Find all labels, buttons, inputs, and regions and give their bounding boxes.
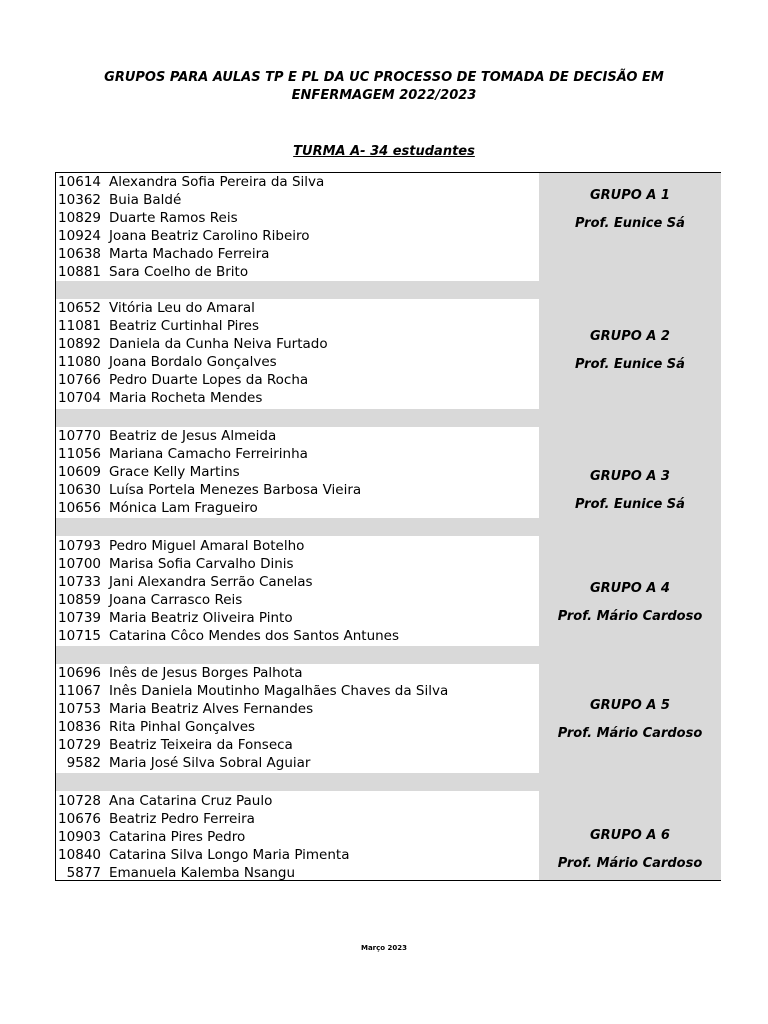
student-name: Duarte Ramos Reis <box>109 210 238 227</box>
group-separator <box>56 773 539 791</box>
group-professor: Prof. Mário Cardoso <box>557 856 703 871</box>
student-row <box>56 173 539 191</box>
group-a4-label <box>539 580 721 626</box>
student-row <box>56 299 539 317</box>
student-number: 10770 <box>58 428 101 444</box>
student-name: Luísa Portela Menezes Barbosa Vieira <box>109 482 362 499</box>
student-number: 10638 <box>58 246 101 263</box>
student-row <box>56 353 539 371</box>
student-name: Jani Alexandra Serrão Canelas <box>109 574 313 591</box>
student-number: 11067 <box>58 683 101 700</box>
student-number: 10614 <box>58 174 101 190</box>
student-number: 10892 <box>58 336 101 353</box>
document-title <box>0 69 768 105</box>
student-number: 10362 <box>58 192 101 209</box>
student-number: 10753 <box>58 701 101 718</box>
group-separator <box>56 518 539 536</box>
student-row <box>56 371 539 389</box>
student-row <box>56 555 539 573</box>
student-name: Catarina Côco Mendes dos Santos Antunes <box>109 628 400 645</box>
group-a6-label <box>539 827 721 873</box>
student-name: Joana Beatriz Carolino Ribeiro <box>109 228 310 245</box>
student-number: 10859 <box>58 592 101 609</box>
student-row <box>56 792 539 810</box>
student-number: 11080 <box>58 354 101 371</box>
student-name: Catarina Pires Pedro <box>109 829 246 846</box>
student-row <box>56 209 539 227</box>
group-name: GRUPO A 6 <box>590 828 670 843</box>
student-number: 10903 <box>58 829 101 846</box>
group-professor: Prof. Eunice Sá <box>575 497 685 512</box>
student-name: Beatriz Curtinhal Pires <box>109 318 260 335</box>
group-name: GRUPO A 2 <box>590 329 670 344</box>
student-name: Joana Carrasco Reis <box>109 592 243 609</box>
footer-date: Março 2023 <box>360 944 408 952</box>
student-name: Mónica Lam Fragueiro <box>109 500 258 517</box>
student-name: Catarina Silva Longo Maria Pimenta <box>109 847 350 864</box>
group-a5-students <box>56 664 539 773</box>
group-a2-label <box>539 328 721 374</box>
student-number: 10715 <box>58 628 101 645</box>
student-number: 10630 <box>58 482 101 499</box>
student-number: 10739 <box>58 610 101 627</box>
title-line-1: GRUPOS PARA AULAS TP E PL DA UC PROCESSO DE TOMADA DE DECISÃO EM <box>104 70 664 85</box>
student-name: Buia Baldé <box>109 192 182 209</box>
student-row <box>56 846 539 864</box>
student-name: Beatriz Pedro Ferreira <box>109 811 255 828</box>
group-a1-students <box>56 173 539 282</box>
student-row <box>56 609 539 627</box>
student-name: Maria Beatriz Oliveira Pinto <box>109 610 293 627</box>
group-name: GRUPO A 1 <box>590 188 670 203</box>
student-name: Maria Rocheta Mendes <box>109 390 263 407</box>
student-row <box>56 427 539 445</box>
student-name: Alexandra Sofia Pereira da Silva <box>109 174 325 190</box>
student-number: 10793 <box>58 538 101 554</box>
student-number: 11081 <box>58 318 101 335</box>
group-professor: Prof. Eunice Sá <box>575 216 685 231</box>
student-name: Grace Kelly Martins <box>109 464 240 481</box>
student-number: 10704 <box>58 390 101 407</box>
student-row <box>56 864 539 882</box>
student-number: 10924 <box>58 228 101 245</box>
student-number: 10656 <box>58 500 101 517</box>
student-number: 9582 <box>66 755 101 772</box>
student-name: Sara Coelho de Brito <box>109 264 249 281</box>
student-row <box>56 736 539 754</box>
group-professor: Prof. Mário Cardoso <box>557 609 703 624</box>
group-separator <box>56 646 539 664</box>
student-name: Beatriz de Jesus Almeida <box>109 428 277 444</box>
student-row <box>56 245 539 263</box>
student-name: Marta Machado Ferreira <box>109 246 270 263</box>
student-name: Rita Pinhal Gonçalves <box>109 719 256 736</box>
student-number: 11056 <box>58 446 101 463</box>
student-row <box>56 537 539 555</box>
student-number: 5877 <box>66 865 101 882</box>
group-a1-label <box>539 187 721 233</box>
student-name: Maria Beatriz Alves Fernandes <box>109 701 314 718</box>
student-name: Marisa Sofia Carvalho Dinis <box>109 556 294 573</box>
student-row <box>56 481 539 499</box>
student-number: 10829 <box>58 210 101 227</box>
group-name: GRUPO A 4 <box>590 581 670 596</box>
student-row <box>56 810 539 828</box>
student-row <box>56 700 539 718</box>
student-number: 10652 <box>58 300 101 316</box>
student-row <box>56 317 539 335</box>
student-number: 10700 <box>58 556 101 573</box>
student-number: 10881 <box>58 264 101 281</box>
student-row <box>56 718 539 736</box>
student-row <box>56 191 539 209</box>
student-number: 10676 <box>58 811 101 828</box>
student-number: 10733 <box>58 574 101 591</box>
student-row <box>56 591 539 609</box>
student-name: Daniela da Cunha Neiva Furtado <box>109 336 328 353</box>
group-label-column <box>539 173 721 880</box>
student-row <box>56 445 539 463</box>
student-number: 10836 <box>58 719 101 736</box>
group-professor: Prof. Eunice Sá <box>575 357 685 372</box>
student-number: 10609 <box>58 464 101 481</box>
group-a2-students <box>56 299 539 408</box>
group-separator <box>56 281 539 299</box>
student-row <box>56 227 539 245</box>
student-name: Maria José Silva Sobral Aguiar <box>109 755 311 772</box>
groups-table <box>55 172 721 881</box>
student-name: Inês Daniela Moutinho Magalhães Chaves da Silva <box>109 683 449 700</box>
student-name: Ana Catarina Cruz Paulo <box>109 793 273 809</box>
group-a3-label <box>539 468 721 514</box>
student-name: Joana Bordalo Gonçalves <box>109 354 277 371</box>
student-row <box>56 263 539 281</box>
student-row <box>56 389 539 407</box>
student-name: Beatriz Teixeira da Fonseca <box>109 737 293 754</box>
student-number: 10728 <box>58 793 101 809</box>
group-a6-students <box>56 792 539 882</box>
title-line-2: ENFERMAGEM 2022/2023 <box>291 88 477 103</box>
student-number: 10729 <box>58 737 101 754</box>
student-row <box>56 573 539 591</box>
student-name: Mariana Camacho Ferreirinha <box>109 446 308 463</box>
group-name: GRUPO A 3 <box>590 469 670 484</box>
student-number: 10840 <box>58 847 101 864</box>
student-name: Inês de Jesus Borges Palhota <box>109 665 303 681</box>
student-row <box>56 828 539 846</box>
student-name: Pedro Duarte Lopes da Rocha <box>109 372 309 389</box>
student-row <box>56 754 539 772</box>
group-a5-label <box>539 697 721 743</box>
group-separator <box>56 409 539 427</box>
student-row <box>56 627 539 645</box>
student-row <box>56 335 539 353</box>
student-row <box>56 499 539 517</box>
student-number: 10766 <box>58 372 101 389</box>
student-row <box>56 664 539 682</box>
student-row <box>56 463 539 481</box>
student-name: Vitória Leu do Amaral <box>109 300 255 316</box>
group-a4-students <box>56 537 539 646</box>
group-name: GRUPO A 5 <box>590 698 670 713</box>
group-a3-students <box>56 427 539 517</box>
student-number: 10696 <box>58 665 101 681</box>
group-professor: Prof. Mário Cardoso <box>557 726 703 741</box>
student-row <box>56 682 539 700</box>
student-name: Emanuela Kalemba Nsangu <box>109 865 296 882</box>
class-subtitle: TURMA A- 34 estudantes <box>293 144 475 159</box>
student-name: Pedro Miguel Amaral Botelho <box>109 538 305 554</box>
